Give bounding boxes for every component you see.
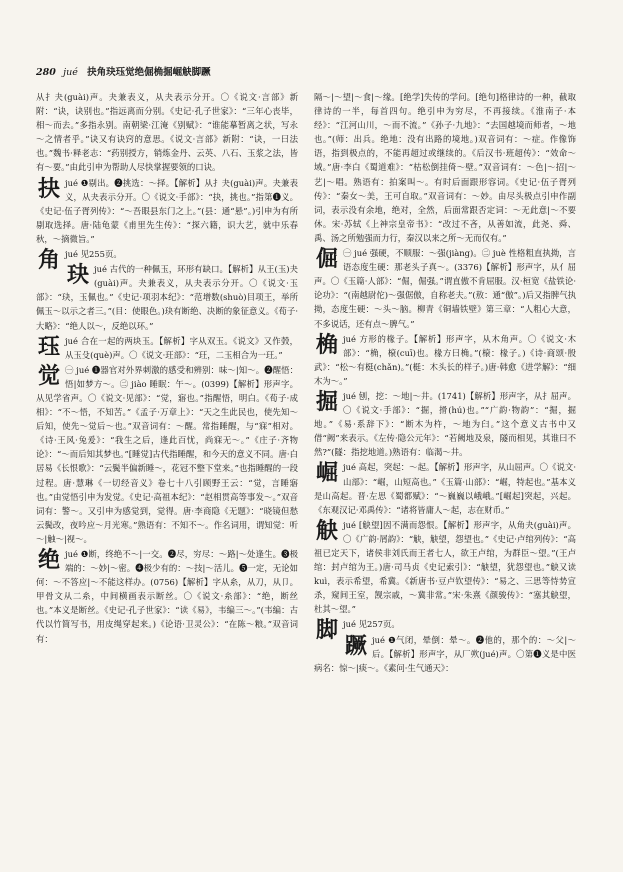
continued-text — [36, 90, 298, 175]
headword: 掘 — [315, 388, 338, 415]
right-column — [314, 90, 576, 860]
dictionary-entry — [36, 176, 298, 246]
headword: 玦 — [66, 262, 89, 289]
dictionary-entry — [314, 389, 576, 459]
headword-block — [314, 618, 340, 642]
page-header — [36, 66, 596, 80]
dictionary-entry — [36, 247, 298, 274]
dictionary-entry — [36, 363, 298, 546]
entry-text: jué 方形的椽子。【解析】形声字，从木角声。〇《说文·木部》：“桷，榱(cuī)也。椽方曰桷。”(榱：椽子。)《诗·商颂·殷武》：“松～有梃(chǎn)。”(梃：木头长的样子。)唐·韩愈《进学解》：“细木为～。” — [314, 333, 576, 386]
dictionary-entry — [314, 617, 576, 644]
entry-text: jué ❶气闭，晕倒：晕～。❷他的，那个的：～父|～后。【解析】形声字，从厂欮(jué)声。〇第❶义是中医病名：惊～|痰～。《素问·生气通天》： — [314, 634, 576, 673]
entry-text: jué ❶剔出。❷挑选：～择。【解析】从扌夬(guài)声。夬兼表义，从夬表示分开。〇《说文·手部》：“抉，挑也。”指第❶义。《史记·伍子胥列传》：“～吾眼县东门之上。”(县：通“悬”。)引申为有所剔取选择。唐·陆龟蒙《甫里先生传》：“探六籍，识大艺，就中乐春秋，～摘微旨。” — [36, 177, 298, 244]
headword-block — [343, 634, 369, 658]
entry-text: jué 高起，突起：～起。【解析】形声字，从山屈声。〇《说文·山部》：“崛，山短高也。”《玉篇·山部》：“崛，特起也。”基本义是山高起。晋·左思《蜀都赋》：“～巍巍以峨峨。”[崛起]突起，兴起。《东观汉记·邓禹传》：“诸将皆庸人～起，志在财币。” — [314, 462, 576, 515]
headword-block — [36, 364, 62, 388]
headword: 蹶 — [344, 632, 367, 659]
left-column — [36, 90, 298, 860]
entry-text: jué 合在一起的两块玉。【解析】字从双玉。《说文》又作瑴，从玉殳(què)声。〇《说文·玨部》：“玨，二玉相合为一玨。” — [65, 335, 298, 360]
headword-block — [36, 177, 62, 201]
header-characters: 抉角玦珏觉绝倔桷掘崛觖脚蹶 — [87, 67, 211, 78]
headword: 脚 — [315, 617, 338, 644]
entry-text: jué 见255页。 — [65, 249, 122, 260]
headword: 绝 — [37, 547, 60, 573]
entry-text: 从扌夬(guài)声。夬兼表义，从夬表示分开。〇《说文·言部》新附：“诀，诀别也。”指远离而分别。《史记·孔子世家》：“三年心丧毕，相～而去。”多指永别。南朝梁·江淹《别赋》：“谁能摹暂离之状，写永～之情者乎。”诀又有诀窍的意思。《说文·言部》新附：“诀，一曰法也。”魏书·释老志：“药别授方，销炼金丹、云英、八石、玉浆之法，皆有～要。”由此引申为帮助人尽快掌握要领的口诀。 — [36, 92, 298, 173]
headword-block — [36, 548, 62, 572]
entry-text: jué 见257页。 — [343, 619, 400, 630]
dictionary-entry — [314, 633, 576, 675]
headword: 抉 — [37, 175, 60, 202]
headword: 角 — [37, 247, 60, 274]
dictionary-entry — [314, 246, 576, 331]
entry-text: ㊀ jué 强硬，不顺服：～强(jiàng)。㊁ juè 性格粗直执拗，言语态度生硬：那老头子真～。(3376)【解析】形声字，从亻屈声。〇《玉篇·人部》：“倔，倔强。”谓直傲不肯屈服。汉·桓宽《盐铁论·论功》：“(南越尉佗)～强倨傲，自称老夫。”(敖：通“傲”。)后又指脾气执拗，态度生硬：～头～脑。柳青《铜墙铁壁》第三章：“人粗心大意，不多说话，还有点～脾气。” — [314, 248, 576, 329]
entry-text: 隔～|～望|～食|～缘。[绝学]失传的学问。[绝句]格律诗的一种，截取律诗的一半，每首四句。绝引申为穷尽，不再接续。《淮南子·本经》：“江河山川，～而不流。”《孙子·九地》：“去国越境而师者，～地也。”(师：出兵。绝地：没有出路的境地。)双音词有：～症。作像饰语，指到极点的，不能再超过或继续的。《后汉书·班超传》：“效命～域。”唐·李白《蜀道难》：“枯松倒挂倚～壁。”双音词有：～色|～招|～艺|～唱。熟语有：拍案叫～。有时后面跟形容词。《史记·伍子胥列传》：“秦女～美，王可自取。”双音词有：～妙。由尽头极点引申作副词，表示没有余地，绝对，全然，后面常跟否定词：～无此意|～不要休。宋·苏轼《上神宗皇帝书》：“改过不吝，从善如流，此尧、舜、禹、汤之所勉强而力行，秦汉以来之所～无而仅有。” — [314, 92, 576, 243]
entry-text: jué [觖望]因不满而怨恨。【解析】形声字，从角夬(guài)声。〇《广韵·屑韵》：“觖，觖望，怨望也。”《史记·卢绾列传》：“高祖已定天下，诸侯非刘氏而王者七人，欲王卢绾，为群臣～望。”(王卢绾：封卢绾为王。)唐·司马贞《史记索引》：“觖望，犹怨望也。”觖又读 kuì，表示希望，希冀。《新唐书·豆卢钦望传》：“易之、三思等恃势宣杀，窥间王室，觊宗戚，～冀非常。”宋·朱熹《颜骏传》：“塞其觖望，杜其～望。” — [314, 519, 576, 615]
headword: 觖 — [315, 517, 338, 544]
dictionary-entry — [36, 334, 298, 362]
headword-block — [65, 263, 91, 287]
headword-block — [314, 519, 340, 543]
headword-block — [36, 248, 62, 272]
headword: 倔 — [315, 246, 338, 273]
continued-text — [314, 90, 576, 245]
header-pinyin: jué — [63, 67, 78, 78]
entry-text: jué 刨，挖：～地|～井。(1741)【解析】形声字，从扌屈声。〇《说文·手部》：“掘，搰(hú)也。”“广韵·物韵”：“掘，掘地。”《易·系辞下》：“断木为杵，～地为臼。”这个意义古书中又借“阙”来表示。《左传·隐公元年》：“若阙地及泉，隧而相见，其谁曰不然?”(隧：指挖地道。)熟语有：临渴～井。 — [314, 390, 576, 458]
dictionary-entry — [314, 460, 576, 516]
headword-block — [314, 333, 340, 357]
headword: 崛 — [315, 460, 338, 487]
headword: 珏 — [37, 333, 60, 360]
dictionary-entry — [36, 547, 298, 646]
headword-block — [36, 335, 62, 359]
dictionary-entry — [314, 518, 576, 617]
headword-block — [314, 390, 340, 414]
dictionary-entry — [36, 262, 298, 332]
headword: 觉 — [37, 362, 60, 389]
headword-block — [314, 461, 340, 485]
entry-text: jué ❶断，终绝不～|一交。❷尽，穷尽：～路|～处逢生。❸极端的：～妙|～密。❹极少有的：～技|～活儿。❺一定，无论如何：～不答应|～不能这样办。(0756)【解析】字从糸，从刀，从卩。甲骨文从二糸，中间横画表示断丝。〇《说文·糸部》：“绝，断丝也。”本义是断丝。《史记·孔子世家》：“读《易》，韦编三～。”(韦编：古代以竹简写书，用皮绳穿起来。)《论语·卫灵公》：“在陈～粮。”双音词有： — [36, 549, 298, 644]
headword-block — [314, 247, 340, 271]
entry-text: ㊀ jué ❶器官对外界刺激的感受和辨别：味～|知～。❷醒悟：悟|如梦方～。㊁ jiào 睡眠：午～。(0399)【解析】形声字。从见学省声。〇《说文·见部》：“觉，寤也。”指醒悟，明白。《荀子·成相》：“不～悟，不知苦。”《孟子·万章上》：“天之生此民也，使先知～后知，使先～觉后～也。”双音词有：～醒。常指睡醒，与“寐”相对。《诗·王风·兔爰》：“我生之后，逢此百忧，尚寐无～。”《庄子·齐物论》：“～而后知其梦也。”[睡觉]古代指睡醒，和今天的意义不同。唐·白居易《长恨歌》：“云鬓半偏新睡～，花冠不整下堂来。”也指睡醒的一段过程。唐·慧琳《一切经音义》卷七十八引顾野王云：“觉，言睡寤也。”由觉悟引申为发觉。《史记·高祖本纪》：“赵相贯高等事发～。”双音词有：警～。又引申为感觉到，觉得。唐·李商隐《无题》：“晓镜但愁云鬓改，夜吟应～月光寒。”熟语有：不知不～。作名词用，谓知觉：听～|触～|视～。 — [36, 364, 298, 544]
entry-text: jué 古代的一种佩玉，环形有缺口。【解析】从王(玉)夬(guài)声。夬兼表义，从夬表示分开。〇《说文·玉部》：“玦，玉佩也。”《史记·项羽本纪》：“范增数(shuò)目项王，举所佩玉～以示之者三。”(目：使眼色。)玦有断绝、决断的象征意义。《荀子·大略》：“绝人以～，反绝以环。” — [36, 264, 298, 331]
headword: 桷 — [315, 331, 338, 358]
page-number: 280 — [36, 67, 56, 78]
dictionary-entry — [314, 332, 576, 388]
